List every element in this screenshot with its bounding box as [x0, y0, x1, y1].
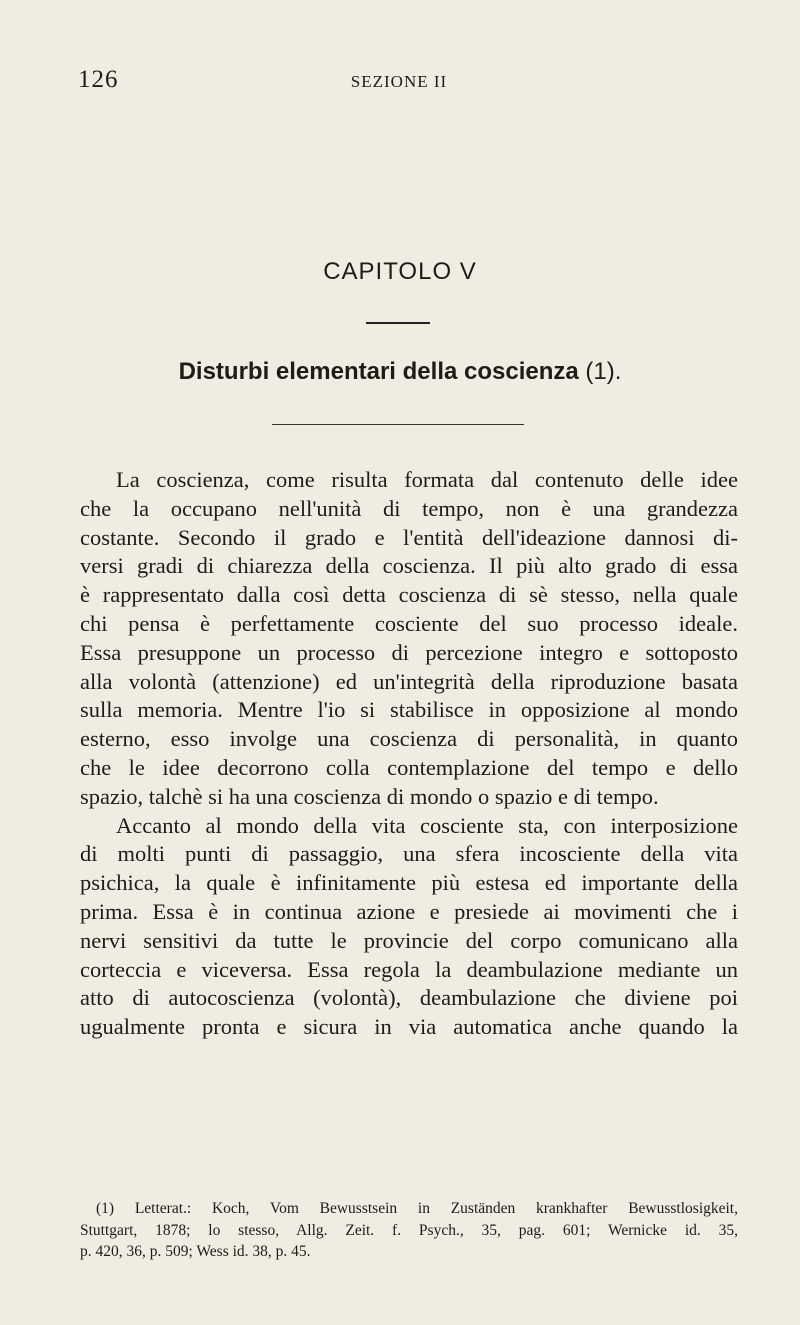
text-line: La coscienza, come risulta formata dal contenuto delle idee — [116, 467, 738, 492]
text-line: atto di autocoscienza (volontà), deambulazione che diviene poi — [80, 985, 738, 1011]
text-line: alla volontà (attenzione) ed un'integrità della riproduzione basata — [80, 668, 738, 694]
chapter-label: CAPITOLO V — [323, 258, 477, 285]
text-line: costante. Secondo il grado e l'entità dell'ideazione dannosi di- — [80, 524, 738, 550]
text-line: psichica, la quale è infinitamente più estesa ed importante della — [80, 870, 738, 896]
text-line: chi pensa è perfettamente cosciente del suo processo ideale. — [80, 610, 738, 636]
chapter-title — [0, 358, 800, 386]
text-line: che le idee decorrono colla contemplazione del tempo e dello — [80, 754, 738, 780]
footnote-line: (1) Letterat.: Koch, Vom Bewusstsein in Zuständen krankhafter Bewusstlosigkeit, — [96, 1200, 738, 1217]
text-line: sulla memoria. Mentre l'io si stabilisce in opposizione al mondo — [80, 697, 738, 723]
footnote-reference: (1). — [585, 358, 622, 385]
chapter-divider — [366, 322, 430, 324]
text-line: esterno, esso involge una coscienza di personalità, in quanto — [80, 726, 738, 752]
running-head: SEZIONE II — [350, 72, 448, 91]
footnote-line: Stuttgart, 1878; lo stesso, Allg. Zeit. f. Psych., 35, pag. 601; Wernicke id. 35, — [80, 1221, 738, 1239]
text-line: è rappresentato dalla così detta coscienza di sè stesso, nella quale — [80, 582, 738, 608]
page-header — [78, 66, 720, 96]
text-line: nervi sensitivi da tutte le provincie del corpo comunicano alla — [80, 927, 738, 953]
page-number: 126 — [78, 66, 119, 93]
text-line: ugualmente pronta e sicura in via automatica anche quando la — [80, 1014, 738, 1040]
footnotes — [80, 1198, 738, 1263]
text-line: Essa presuppone un processo di percezione integro e sottoposto — [80, 639, 738, 665]
text-line: Accanto al mondo della vita cosciente sta, con interposizione — [116, 812, 738, 838]
text-line: di molti punti di passaggio, una sfera incosciente della vita — [80, 841, 738, 867]
footnote-line: p. 420, 36, p. 509; Wess id. 38, p. 45. — [80, 1243, 311, 1260]
text-line: che la occupano nell'unità di tempo, non è una grandezza — [80, 495, 738, 521]
body-text — [80, 466, 738, 1042]
text-line: spazio, talchè si ha una coscienza di mondo o spazio e di tempo. — [80, 783, 659, 809]
text-line: versi gradi di chiarezza della coscienza. Il più alto grado di essa — [80, 553, 738, 579]
title-divider — [272, 424, 524, 425]
chapter-title-text: Disturbi elementari della coscienza — [178, 358, 579, 385]
text-line: prima. Essa è in continua azione e presiede ai movimenti che i — [80, 898, 738, 924]
text-line: corteccia e viceversa. Essa regola la deambulazione mediante un — [80, 956, 738, 982]
